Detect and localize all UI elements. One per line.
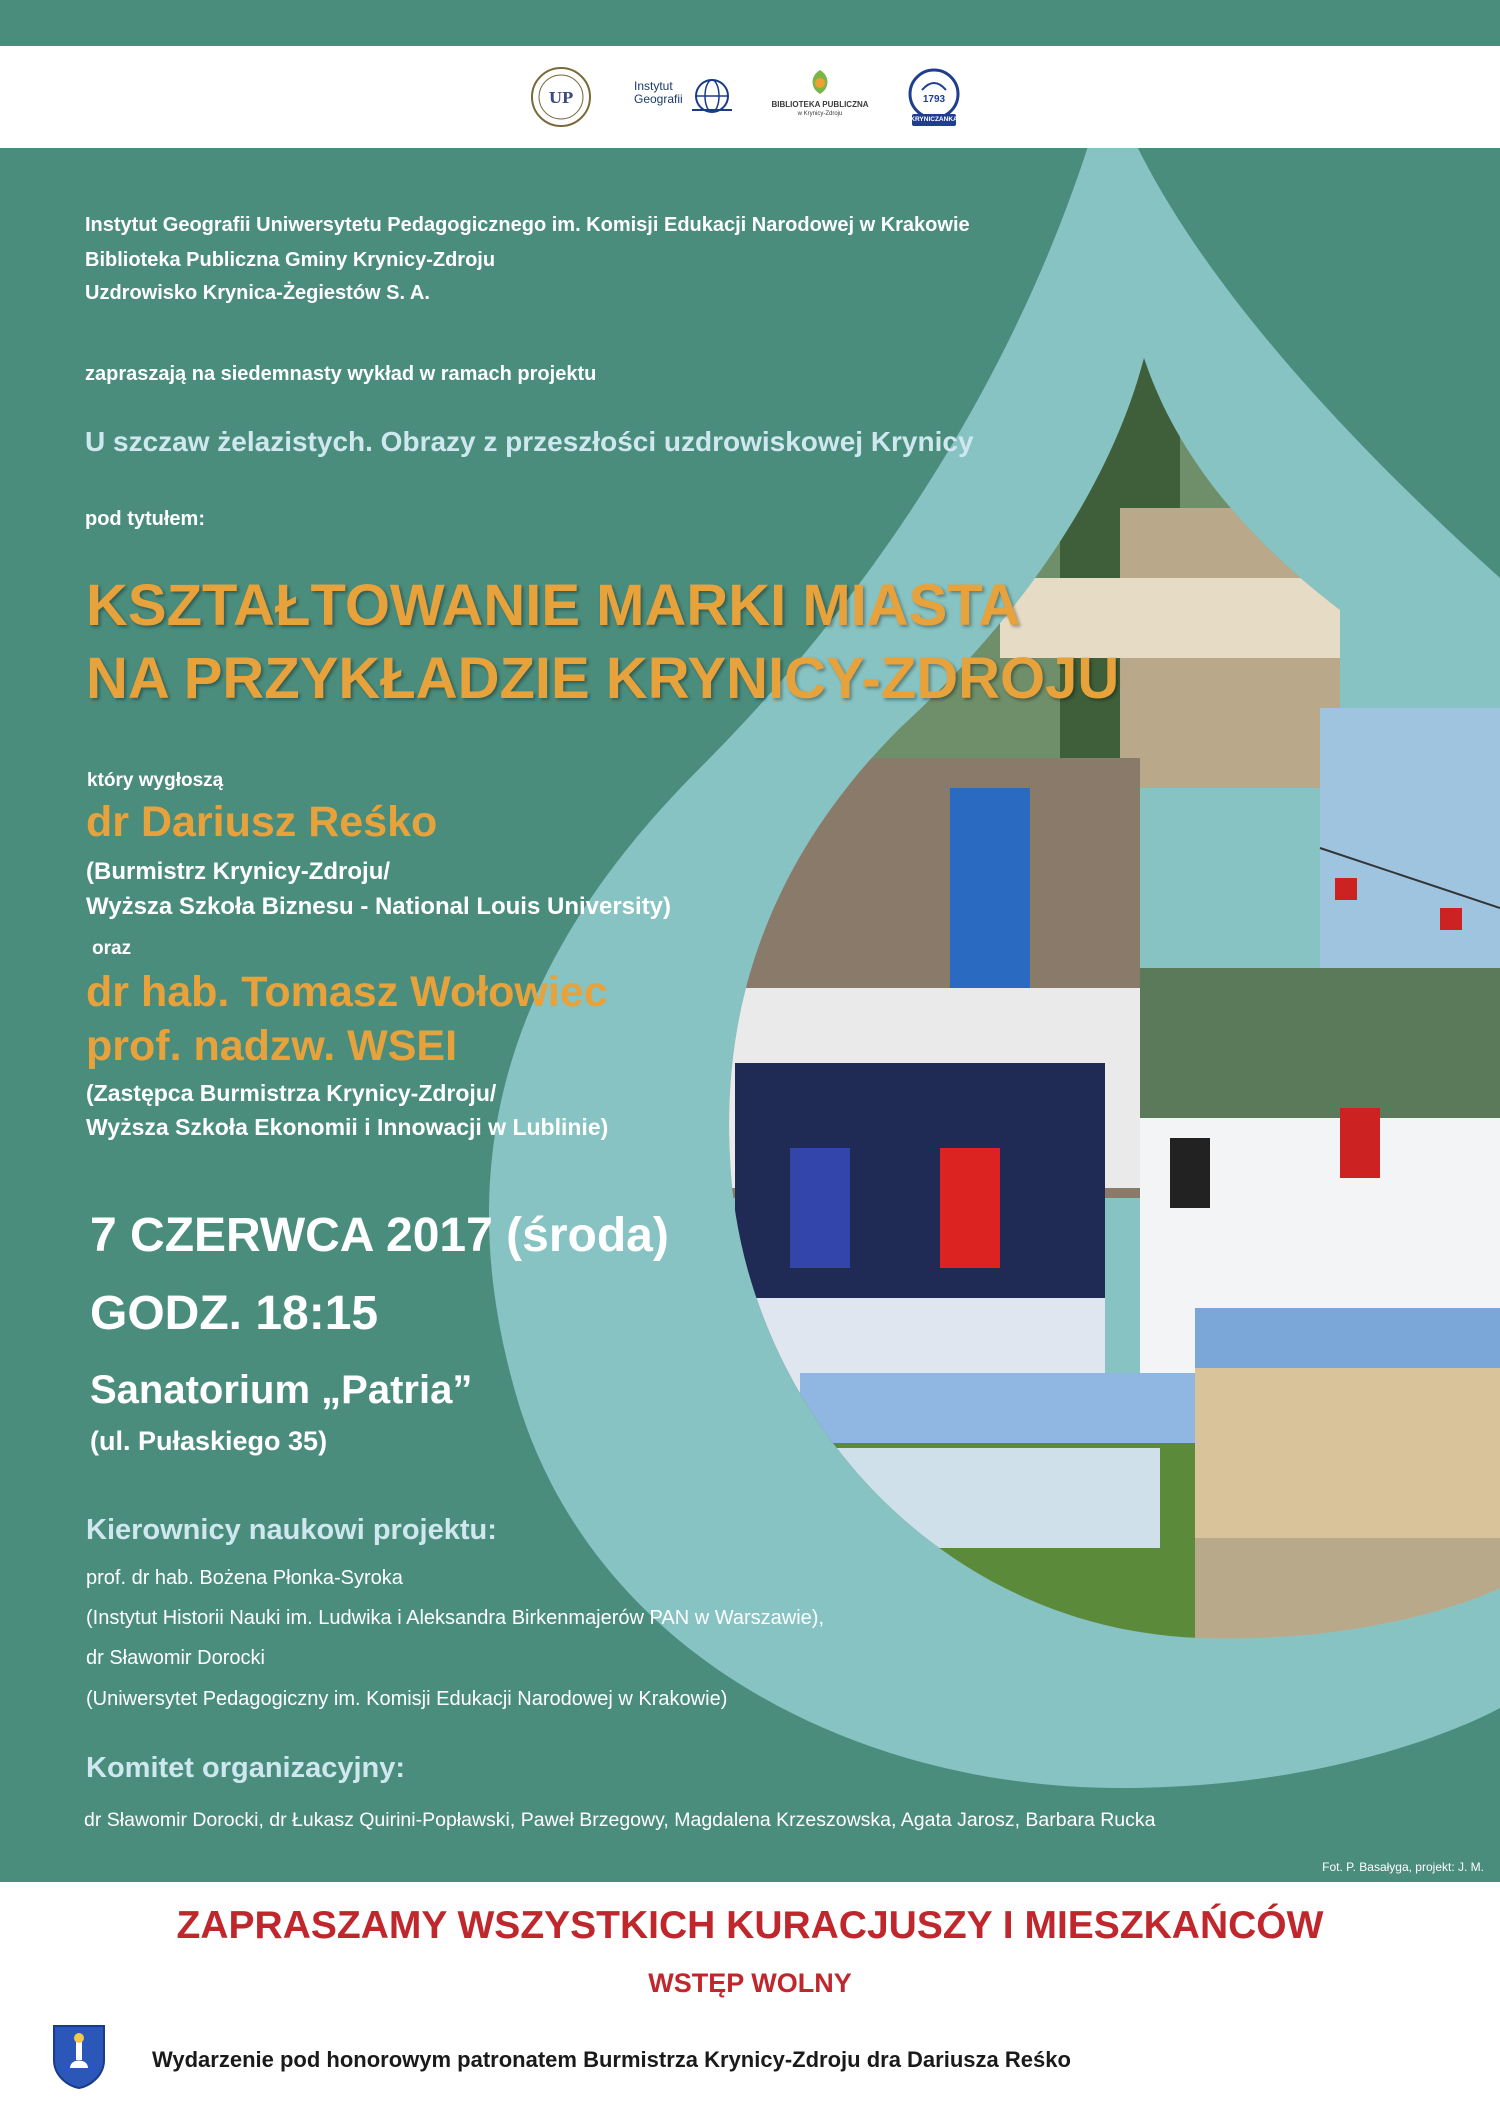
event-weekday: (środa) <box>506 1209 669 1262</box>
speaker-2-name-1: dr hab. Tomasz Wołowiec <box>86 968 608 1016</box>
university-crest-icon <box>530 66 592 128</box>
speaker-2-name-2: prof. nadzw. WSEI <box>86 1022 458 1070</box>
speakers-intro: który wygłoszą <box>87 770 224 791</box>
invite-line: zapraszają na siedemnasty wykład w ramach projektu <box>85 363 597 385</box>
event-date <box>90 1208 669 1263</box>
organizer-3: Uzdrowisko Krynica-Żegiestów S. A. <box>85 282 430 304</box>
manager-2-affiliation: (Uniwersytet Pedagogiczny im. Komisji Edukacji Narodowej w Krakowie) <box>86 1688 728 1710</box>
institute-globe-icon <box>692 76 732 116</box>
library-leaf-icon <box>806 68 834 96</box>
speaker-1-affiliation-1: (Burmistrz Krynicy-Zdroju/ <box>86 858 391 885</box>
invitation-banner: ZAPRASZAMY WSZYSTKICH KURACJUSZY I MIESZKAŃCÓW <box>176 1904 1324 1947</box>
committee-members: dr Sławomir Dorocki, dr Łukasz Quirini-Popławski, Paweł Brzegowy, Magdalena Krzeszowska, Agata Jarosz, Barbara Rucka <box>84 1809 1156 1831</box>
lecture-title-line-2: NA PRZYKŁADZIE KRYNICY-ZDROJU <box>86 646 1120 711</box>
krynicianka-label: KRYNICZANKA <box>910 116 958 123</box>
institute-logo <box>634 72 734 124</box>
logo-bar <box>0 46 1500 148</box>
title-intro: pod tytułem: <box>85 508 205 530</box>
coat-of-arms-icon <box>52 2024 106 2090</box>
main-panel <box>0 148 1500 1882</box>
event-time: GODZ. 18:15 <box>90 1287 379 1340</box>
organizer-1: Instytut Geografii Uniwersytetu Pedagogicznego im. Komisji Edukacji Narodowej w Krakowie <box>85 214 970 236</box>
manager-1-name: prof. dr hab. Bożena Płonka-Syroka <box>86 1567 403 1589</box>
free-entry: WSTĘP WOLNY <box>648 1968 852 1998</box>
event-venue: Sanatorium „Patria” <box>90 1368 473 1412</box>
krynicianka-year: 1793 <box>922 94 946 105</box>
committee-heading: Komitet organizacyjny: <box>86 1752 406 1784</box>
university-crest-logo <box>530 66 592 128</box>
library-logo-sublabel: w Krynicy-Zdroju <box>797 111 843 117</box>
manager-1-affiliation: (Instytut Historii Nauki im. Ludwika i Aleksandra Birkenmajerów PAN w Warszawie), <box>86 1607 824 1629</box>
organizer-2: Biblioteka Publiczna Gminy Krynicy-Zdroju <box>85 249 496 271</box>
library-logo <box>770 68 870 128</box>
bottom-area <box>0 1882 1500 2121</box>
krynicianka-logo <box>904 66 964 130</box>
event-address: (ul. Pułaskiego 35) <box>90 1426 328 1456</box>
library-logo-label: BIBLIOTEKA PUBLICZNA <box>771 100 869 109</box>
speaker-2-affiliation-1: (Zastępca Burmistrza Krynicy-Zdroju/ <box>86 1080 497 1106</box>
project-name: U szczaw żelazistych. Obrazy z przeszłości uzdrowiskowej Krynicy <box>85 426 974 457</box>
lecture-title-line-1: KSZTAŁTOWANIE MARKI MIASTA <box>86 573 1021 638</box>
event-date-day: 7 CZERWCA 2017 <box>90 1209 493 1262</box>
svg-text:UP: UP <box>548 89 574 107</box>
top-color-band <box>0 0 1500 46</box>
managers-heading: Kierownicy naukowi projektu: <box>86 1514 497 1546</box>
patronage-note: Wydarzenie pod honorowym patronatem Burmistrza Krynicy-Zdroju dra Dariusza Reśko <box>152 2047 1071 2072</box>
speaker-2-affiliation-2: Wyższa Szkoła Ekonomii i Innowacji w Lublinie) <box>86 1114 609 1140</box>
photo-credits: Fot. P. Basałyga, projekt: J. M. <box>1322 1860 1484 1874</box>
conjunction: oraz <box>92 938 132 959</box>
speaker-1-name: dr Dariusz Reśko <box>86 798 438 846</box>
institute-logo-label: Instytut Geografii <box>634 79 683 106</box>
speaker-1-affiliation-2: Wyższa Szkoła Biznesu - National Louis University) <box>86 893 672 920</box>
manager-2-name: dr Sławomir Dorocki <box>86 1647 265 1669</box>
